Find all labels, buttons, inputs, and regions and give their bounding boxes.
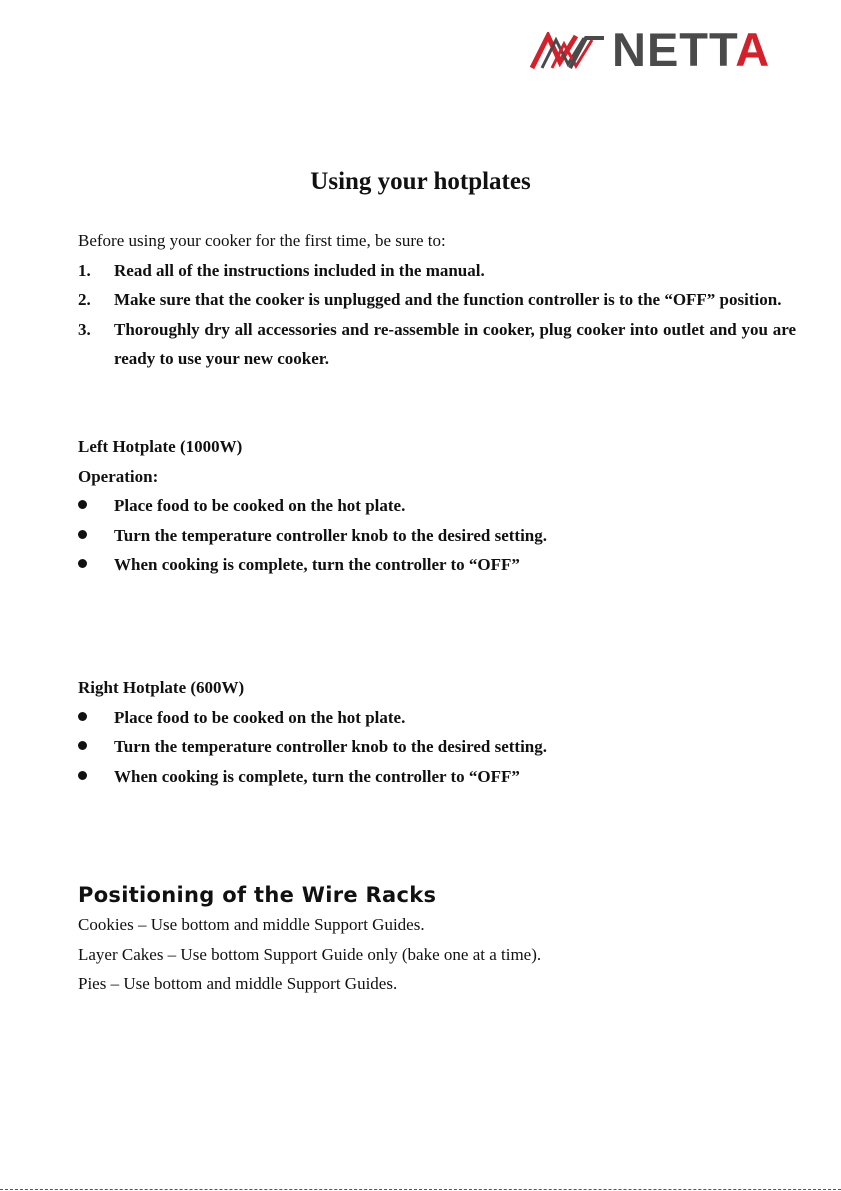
step-item: 2. Make sure that the cooker is unplugged and the function controller is to the “OFF” position. xyxy=(78,290,782,309)
bullet-icon xyxy=(78,491,114,521)
bullet-icon xyxy=(78,550,114,580)
operation-subheading: Operation: xyxy=(78,466,159,486)
intro-section xyxy=(78,226,796,374)
intro-text: Before using your cooker for the first time, be sure to: xyxy=(78,231,446,250)
bullet-icon xyxy=(78,521,114,551)
wire-rack-line: Pies – Use bottom and middle Support Guides. xyxy=(78,974,398,993)
bullet-icon xyxy=(78,762,114,792)
list-item: When cooking is complete, turn the controller to “OFF” xyxy=(78,762,796,792)
wire-rack-line: Cookies – Use bottom and middle Support Guides. xyxy=(78,915,425,934)
right-hotplate-section xyxy=(78,673,796,791)
bullet-icon xyxy=(78,703,114,733)
left-hotplate-section xyxy=(78,432,796,580)
wire-racks-section xyxy=(78,880,796,999)
page-title: Using your hotplates xyxy=(310,168,531,195)
step-item: 3. Thoroughly dry all accessories and re-assemble in cooker, plug cooker into outlet and you are ready to use your new cooker. xyxy=(78,319,796,368)
brand-name: NETTA xyxy=(612,23,771,76)
netta-mark-icon xyxy=(530,32,608,70)
list-item: Turn the temperature controller knob to the desired setting. xyxy=(78,732,796,762)
brand-logo xyxy=(530,23,771,76)
list-item: Turn the temperature controller knob to the desired setting. xyxy=(78,521,796,551)
left-hotplate-heading: Left Hotplate (1000W) xyxy=(78,437,243,456)
step-item: 1. Read all of the instructions included in the manual. xyxy=(78,260,485,280)
list-item: Place food to be cooked on the hot plate. xyxy=(78,703,796,733)
list-item: Place food to be cooked on the hot plate. xyxy=(78,491,796,521)
right-hotplate-heading: Right Hotplate (600W) xyxy=(78,678,245,697)
page-bottom-divider xyxy=(0,1189,841,1190)
list-item: When cooking is complete, turn the controller to “OFF” xyxy=(78,550,796,580)
wire-racks-heading: Positioning of the Wire Racks xyxy=(78,883,437,907)
wire-rack-line: Layer Cakes – Use bottom Support Guide only (bake one at a time). xyxy=(78,944,542,964)
bullet-icon xyxy=(78,732,114,762)
